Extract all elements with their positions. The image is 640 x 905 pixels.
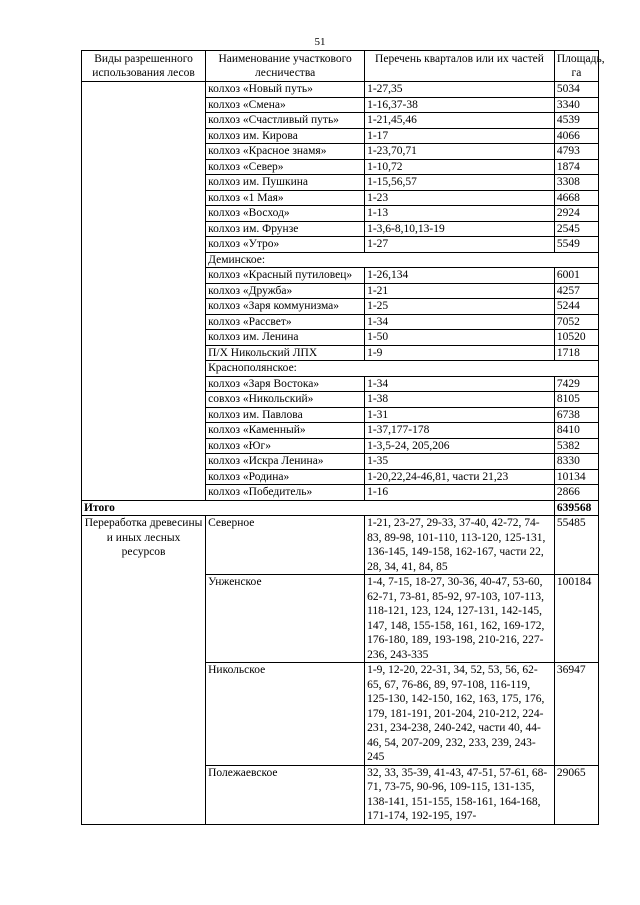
area-cell: 2545 <box>554 221 598 237</box>
area-cell: 2866 <box>554 485 598 501</box>
forestry-name-cell: колхоз «Юг» <box>206 438 365 454</box>
area-cell: 7429 <box>554 376 598 392</box>
table-row <box>82 516 599 575</box>
area-cell: 10520 <box>554 330 598 346</box>
quarters-cell: 1-21, 23-27, 29-33, 37-40, 42-72, 74-83, 89-98, 101-110, 113-120, 125-131, 136-145, 149-158, 162-167, части 22, 28, 34, 41, 84, 85 <box>365 516 555 575</box>
forestry-name-cell: колхоз «Дружба» <box>206 283 365 299</box>
total-label: Итого <box>82 500 555 516</box>
forestry-name-cell: колхоз «Красное знамя» <box>206 144 365 160</box>
forestry-name-cell: колхоз «Каменный» <box>206 423 365 439</box>
quarters-cell: 1-27,35 <box>365 82 555 98</box>
quarters-cell: 1-37,177-178 <box>365 423 555 439</box>
forestry-name-cell: П/Х Никольский ЛПХ <box>206 345 365 361</box>
forest-use-table <box>81 50 605 825</box>
use-type-cell-empty <box>82 82 206 501</box>
forestry-name-cell: колхоз «Север» <box>206 159 365 175</box>
quarters-cell: 1-4, 7-15, 18-27, 30-36, 40-47, 53-60, 62-71, 73-81, 85-92, 97-103, 107-113, 118-121, 123, 124, 127-131, 142-145, 147, 148, 155-158, 161, 162, 169-172, 176-180, 189, 193-198, 210-216, 227-236, 243-335 <box>365 575 555 663</box>
area-cell: 4793 <box>554 144 598 160</box>
forestry-name-cell: Полежаевское <box>206 765 365 824</box>
forestry-name-cell: колхоз им. Ленина <box>206 330 365 346</box>
quarters-cell: 1-10,72 <box>365 159 555 175</box>
forestry-name-cell: колхоз «Заря Востока» <box>206 376 365 392</box>
area-cell: 4257 <box>554 283 598 299</box>
quarters-cell: 1-38 <box>365 392 555 408</box>
forestry-name-cell: совхоз «Никольский» <box>206 392 365 408</box>
quarters-cell: 1-25 <box>365 299 555 315</box>
quarters-cell: 1-21,45,46 <box>365 113 555 129</box>
forestry-name-cell: колхоз «Искра Ленина» <box>206 454 365 470</box>
quarters-cell: 1-3,6-8,10,13-19 <box>365 221 555 237</box>
area-cell: 4668 <box>554 190 598 206</box>
quarters-cell: 1-27 <box>365 237 555 253</box>
forestry-name-cell: колхоз им. Фрунзе <box>206 221 365 237</box>
area-cell: 55485 <box>554 516 598 575</box>
subgroup-title-krasnopolyanskoe: Краснополянское: <box>206 361 599 377</box>
forestry-name-cell: колхоз «Рассвет» <box>206 314 365 330</box>
quarters-cell: 1-9 <box>365 345 555 361</box>
forestry-name-cell: колхоз «Заря коммунизма» <box>206 299 365 315</box>
area-cell: 8410 <box>554 423 598 439</box>
quarters-cell: 1-34 <box>365 314 555 330</box>
quarters-cell: 1-3,5-24, 205,206 <box>365 438 555 454</box>
area-cell: 3308 <box>554 175 598 191</box>
total-area: 639568 <box>554 500 598 516</box>
forestry-name-cell: колхоз «Родина» <box>206 469 365 485</box>
quarters-cell: 1-23 <box>365 190 555 206</box>
quarters-cell: 1-23,70,71 <box>365 144 555 160</box>
forestry-name-cell: колхоз им. Пушкина <box>206 175 365 191</box>
area-cell: 6738 <box>554 407 598 423</box>
area-cell: 5549 <box>554 237 598 253</box>
table-header-row <box>82 51 599 82</box>
area-cell: 4539 <box>554 113 598 129</box>
quarters-cell: 1-9, 12-20, 22-31, 34, 52, 53, 56, 62-65, 67, 76-86, 89, 97-108, 116-119, 125-130, 142-150, 162, 163, 175, 176, 179, 181-191, 201-204, 210-212, 224-231, 234-238, 240-242, части 40, 44-46, 54, 207-209, 232, 233, 239, 243-245 <box>365 663 555 766</box>
quarters-cell: 1-13 <box>365 206 555 222</box>
area-cell: 100184 <box>554 575 598 663</box>
area-cell: 8330 <box>554 454 598 470</box>
forestry-name-cell: колхоз «Новый путь» <box>206 82 365 98</box>
quarters-cell: 1-17 <box>365 128 555 144</box>
forestry-name-cell: колхоз «Восход» <box>206 206 365 222</box>
area-cell: 3340 <box>554 97 598 113</box>
quarters-cell: 1-50 <box>365 330 555 346</box>
area-cell: 6001 <box>554 268 598 284</box>
quarters-cell: 1-34 <box>365 376 555 392</box>
page-number: 51 <box>314 36 326 48</box>
area-cell: 1718 <box>554 345 598 361</box>
forestry-name-cell: Северное <box>206 516 365 575</box>
area-cell: 36947 <box>554 663 598 766</box>
header-use-type: Виды разрешенного использования лесов <box>82 51 206 82</box>
area-cell: 5244 <box>554 299 598 315</box>
forestry-name-cell: колхоз «1 Мая» <box>206 190 365 206</box>
forestry-name-cell: колхоз им. Кирова <box>206 128 365 144</box>
quarters-cell: 1-16 <box>365 485 555 501</box>
quarters-cell: 1-31 <box>365 407 555 423</box>
quarters-cell: 1-21 <box>365 283 555 299</box>
forestry-name-cell: колхоз «Счастливый путь» <box>206 113 365 129</box>
area-cell: 7052 <box>554 314 598 330</box>
forestry-name-cell: колхоз «Смена» <box>206 97 365 113</box>
forestry-name-cell: Унженское <box>206 575 365 663</box>
quarters-cell: 1-16,37-38 <box>365 97 555 113</box>
quarters-cell: 1-20,22,24-46,81, части 21,23 <box>365 469 555 485</box>
forestry-name-cell: колхоз «Красный путиловец» <box>206 268 365 284</box>
forestry-name-cell: колхоз «Утро» <box>206 237 365 253</box>
area-cell: 2924 <box>554 206 598 222</box>
header-area: Площадь, га <box>554 51 598 82</box>
area-cell: 29065 <box>554 765 598 824</box>
area-cell: 5034 <box>554 82 598 98</box>
area-cell: 1874 <box>554 159 598 175</box>
forestry-name-cell: колхоз им. Павлова <box>206 407 365 423</box>
subgroup-title-deminskoe: Деминское: <box>206 252 599 268</box>
header-forestry-name: Наименование участкового лесничества <box>206 51 365 82</box>
area-cell: 10134 <box>554 469 598 485</box>
header-quarters: Перечень кварталов или их частей <box>365 51 555 82</box>
quarters-cell: 1-35 <box>365 454 555 470</box>
area-cell: 5382 <box>554 438 598 454</box>
quarters-cell: 1-15,56,57 <box>365 175 555 191</box>
use-type-cell: Переработка древесины и иных лесных ресурсов <box>82 516 206 825</box>
table-row <box>82 82 599 98</box>
forestry-name-cell: колхоз «Победитель» <box>206 485 365 501</box>
quarters-cell: 32, 33, 35-39, 41-43, 47-51, 57-61, 68-71, 73-75, 90-96, 109-115, 131-135, 138-141, 151-155, 158-161, 164-168, 171-174, 192-195, 197- <box>365 765 555 824</box>
area-cell: 4066 <box>554 128 598 144</box>
quarters-cell: 1-26,134 <box>365 268 555 284</box>
total-row <box>82 500 599 516</box>
forestry-name-cell: Никольское <box>206 663 365 766</box>
area-cell: 8105 <box>554 392 598 408</box>
table-body <box>82 82 599 825</box>
